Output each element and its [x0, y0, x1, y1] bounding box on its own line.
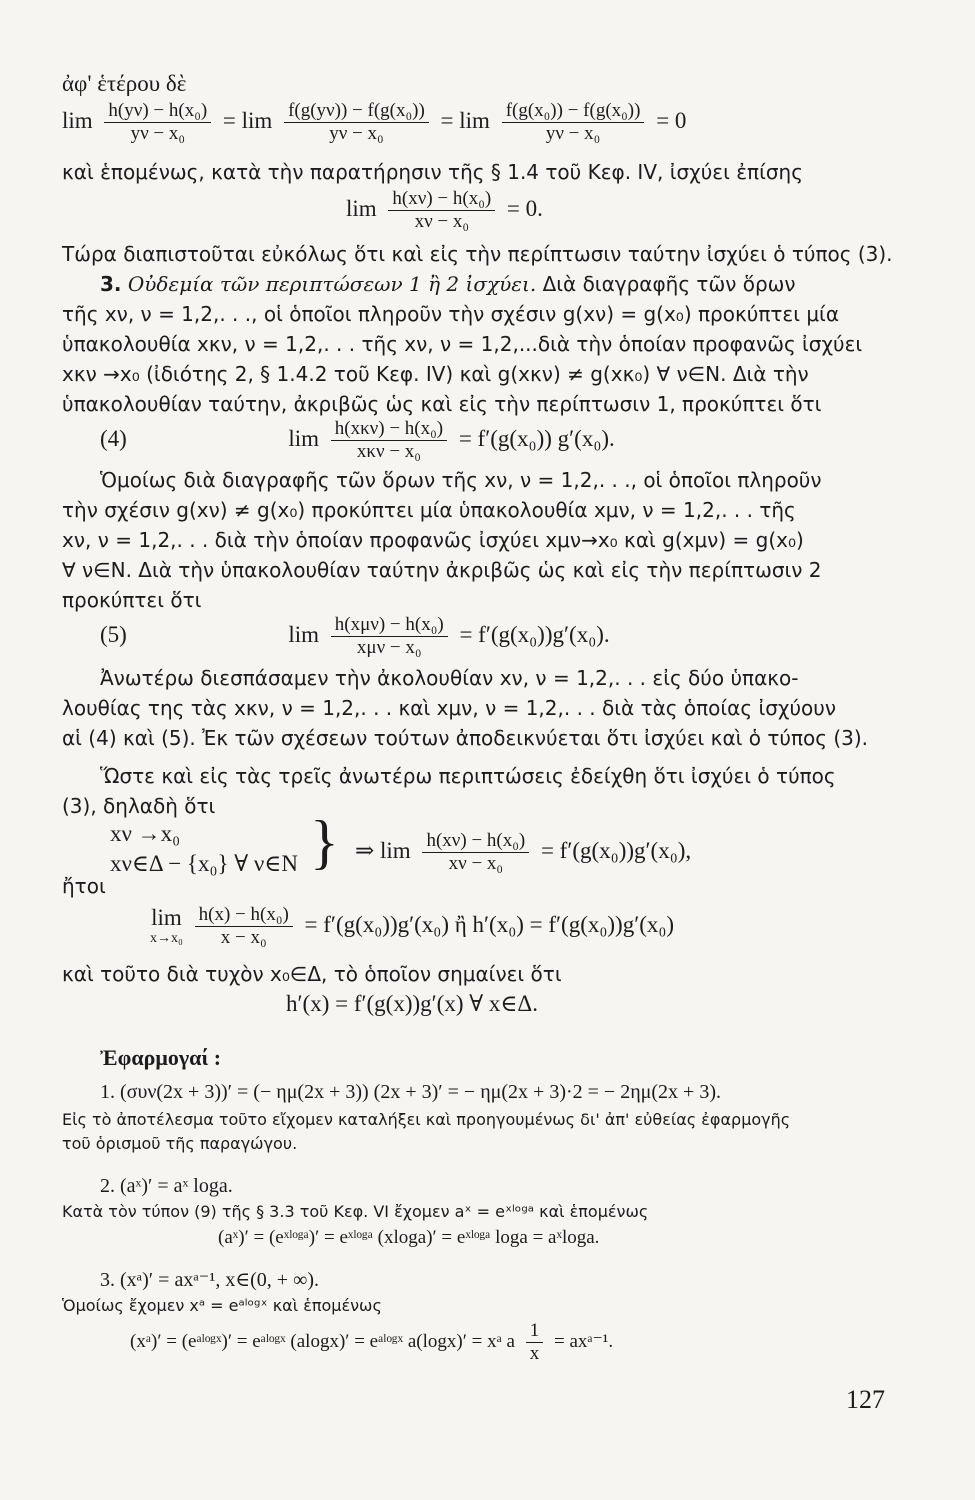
fraction	[422, 830, 529, 875]
lim-op: lim	[346, 195, 377, 221]
fraction	[331, 418, 447, 463]
text-line: ἤτοι	[62, 874, 106, 898]
eq-end: = f′(g(x₀))g′(x₀) ἢ h′(x₀) = f′(g(x₀))g′(x₀)	[304, 911, 675, 937]
eq-end: = f′(g(x₀))g′(x₀).	[459, 621, 610, 647]
denominator: xμν − x₀	[356, 637, 422, 658]
eq-text: (xᵃ)′ = (eᵃˡᵒᵍˣ)′ = eᵃˡᵒᵍˣ (alogx)′ = eᵃˡᵒᵍˣ a(logx)′ = xᵃ a	[130, 1330, 515, 1352]
numerator: f(g(yν)) − f(g(x₀))	[284, 100, 429, 123]
denominator: xν − x₀	[414, 211, 470, 232]
eq-lim: = lim	[222, 107, 273, 133]
numerator: h(x) − h(x₀)	[195, 904, 293, 927]
right-brace: }	[310, 809, 339, 875]
numerator: h(xν) − h(x₀)	[388, 188, 495, 211]
text-line: ὑπακολουθίαν ταύτην, ἀκριβῶς ὡς καὶ εἰς τὴν περίπτωσιν 1, προκύπτει ὅτι	[62, 392, 822, 416]
lim-op: lim	[288, 621, 319, 647]
text-line: xκν →x₀ (ἰδιότης 2, § 1.4.2 τοῦ Κεφ. IV) καὶ g(xκν) ≠ g(xκ₀) ∀ ν∈N. Διὰ τὴν	[62, 362, 809, 386]
text-line: Ὁμοίως ἔχομεν xᵃ = eᵃˡᵒᵍˣ καὶ ἑπομένως	[62, 1296, 382, 1315]
text-line: αἱ (4) καὶ (5). Ἐκ τῶν σχέσεων τούτων ἀποδεικνύεται ὅτι ἰσχύει καὶ ὁ τύπος (3).	[62, 726, 869, 750]
system-line-2: xν∈Δ − {x₀} ∀ ν∈N	[110, 851, 298, 876]
fraction	[502, 100, 645, 145]
text-line: ∀ ν∈N. Διὰ τὴν ὑπακολουθίαν ταύτην ἀκριβῶς ὡς καὶ εἰς τὴν περίπτωσιν 2	[62, 558, 822, 582]
denominator: yν − x₀	[130, 123, 186, 144]
text-line: καὶ τοῦτο διὰ τυχὸν x₀∈Δ, τὸ ὁποῖον σημαίνει ὅτι	[62, 962, 562, 986]
lim-op: lim	[62, 107, 93, 133]
denominator: xκν − x₀	[356, 441, 421, 462]
fraction	[284, 100, 429, 145]
equation	[130, 1320, 613, 1365]
application-3: 3. (xᵃ)′ = axᵃ⁻¹, x∈(0, + ∞).	[100, 1269, 320, 1291]
text-line: Ὁμοίως διὰ διαγραφῆς τῶν ὅρων τῆς xν, ν = 1,2,. . ., οἱ ὁποῖοι πληροῦν	[100, 468, 822, 492]
text-line: τὴν σχέσιν g(xν) ≠ g(x₀) προκύπτει μία ὑπακολουθία xμν, ν = 1,2,. . . τῆς	[62, 498, 796, 522]
eq-end: = 0.	[506, 195, 543, 221]
application-2: 2. (aˣ)′ = aˣ loga.	[100, 1175, 233, 1197]
eq-end: = 0	[656, 107, 687, 133]
text-line: καὶ ἑπομένως, κατὰ τὴν παρατήρησιν τῆς § 1.4 τοῦ Κεφ. IV, ἰσχύει ἐπίσης	[62, 160, 803, 184]
equation-5	[100, 614, 610, 659]
text-line: Τώρα διαπιστοῦται εὐκόλως ὅτι καὶ εἰς τὴν περίπτωσιν ταύτην ἰσχύει ὁ τύπος (3).	[62, 242, 893, 266]
text-line: Κατὰ τὸν τύπον (9) τῆς § 3.3 τοῦ Κεφ. VI ἔχομεν aˣ = eˣˡᵒᵍᵃ καὶ ἑπομένως	[62, 1202, 649, 1221]
item-number: 3.	[100, 272, 122, 296]
page-number: 127	[846, 1385, 885, 1414]
denominator: x − x₀	[220, 927, 267, 948]
text-span: Διὰ διαγραφῆς τῶν ὅρων	[542, 272, 796, 296]
eq-end: = f′(g(x₀))g′(x₀),	[540, 837, 692, 863]
numerator: f(g(x₀)) − f(g(x₀))	[502, 100, 645, 123]
text-line: (3), δηλαδὴ ὅτι	[62, 794, 216, 818]
eq-end: = f′(g(x₀)) g′(x₀).	[458, 425, 615, 451]
lim-sub: x→x₀	[150, 930, 183, 946]
eq-label: (5)	[100, 621, 127, 647]
application-1: 1. (συν(2x + 3))′ = (− ημ(2x + 3)) (2x + 3)′ = − ημ(2x + 3)·2 = − 2ημ(2x + 3).	[100, 1081, 721, 1103]
denominator: x	[529, 1343, 540, 1364]
text-line: προκύπτει ὅτι	[62, 588, 202, 612]
system-line-1: xν →x₀	[110, 821, 181, 846]
eq-lim: = lim	[440, 107, 490, 133]
lim-op: lim	[151, 904, 182, 930]
fraction	[104, 100, 211, 145]
numerator: h(xμν) − h(x₀)	[331, 614, 448, 637]
text-line: Εἰς τὸ ἀποτέλεσμα τοῦτο εἴχομεν καταλήξει καὶ προηγουμένως δι' ἀπ' εὐθείας ἐφαρμογῆς	[62, 1110, 791, 1129]
text-line: xν, ν = 1,2,. . . διὰ τὴν ὁποίαν προφανῶς ἰσχύει xμν→x₀ καὶ g(xμν) = g(x₀)	[62, 528, 804, 552]
denominator: yν − x₀	[545, 123, 601, 144]
text-line: ἀφ' ἑτέρου δὲ	[62, 71, 187, 96]
equation-4	[100, 418, 615, 463]
lim-block	[150, 906, 183, 948]
numerator: 1	[526, 1320, 544, 1343]
denominator: xν − x₀	[448, 853, 504, 874]
text-line: τοῦ ὁρισμοῦ τῆς παραγώγου.	[62, 1134, 298, 1153]
text-line: λουθίας της τὰς xκν, ν = 1,2,. . . καὶ xμν, ν = 1,2,. . . διὰ τὰς ὁποίας ἰσχύουν	[62, 696, 836, 720]
text-line: Ὥστε καὶ εἰς τὰς τρεῖς ἀνωτέρω περιπτώσεις ἐδείχθη ὅτι ἰσχύει ὁ τύπος	[100, 764, 836, 788]
result-equation: h′(x) = f′(g(x))g′(x) ∀ x∈Δ.	[286, 991, 538, 1016]
text-line: τῆς xν, ν = 1,2,. . ., οἱ ὁποῖοι πληροῦν τὴν σχέσιν g(xν) = g(x₀) προκύπτει μία	[62, 302, 840, 326]
equation	[346, 188, 543, 233]
lim-op: lim	[288, 425, 319, 451]
equation-6	[150, 904, 674, 949]
text-line: Ἀνωτέρω διεσπάσαμεν τὴν ἀκολουθίαν xν, ν = 1,2,. . . εἰς δύο ὑπακο-	[100, 666, 799, 690]
equation-limits	[62, 100, 686, 145]
fraction	[526, 1320, 544, 1365]
fraction	[195, 904, 293, 949]
eq-label: (4)	[100, 425, 127, 451]
case-title: Οὐδεμία τῶν περιπτώσεων 1 ἢ 2 ἰσχύει.	[127, 272, 537, 296]
text-line	[100, 270, 796, 298]
numerator: h(yν) − h(x₀)	[104, 100, 211, 123]
implies-lim: ⇒ lim	[355, 837, 411, 863]
fraction	[388, 188, 495, 233]
text-line: ὑπακολουθία xκν, ν = 1,2,. . . τῆς xν, ν = 1,2,...διὰ τὴν ὁποίαν προφανῶς ἰσχύει	[62, 332, 863, 356]
numerator: h(xκν) − h(x₀)	[331, 418, 447, 441]
system-result	[355, 830, 691, 875]
numerator: h(xν) − h(x₀)	[422, 830, 529, 853]
eq-end: = axᵃ⁻¹.	[554, 1330, 614, 1352]
denominator: yν − x₀	[329, 123, 384, 144]
equation: (aˣ)′ = (eˣˡᵒᵍᵃ)′ = eˣˡᵒᵍᵃ (xloga)′ = eˣˡᵒᵍᵃ loga = aˣloga.	[218, 1227, 600, 1248]
section-heading: Ἐφαρμογαί :	[100, 1045, 222, 1070]
fraction	[331, 614, 448, 659]
